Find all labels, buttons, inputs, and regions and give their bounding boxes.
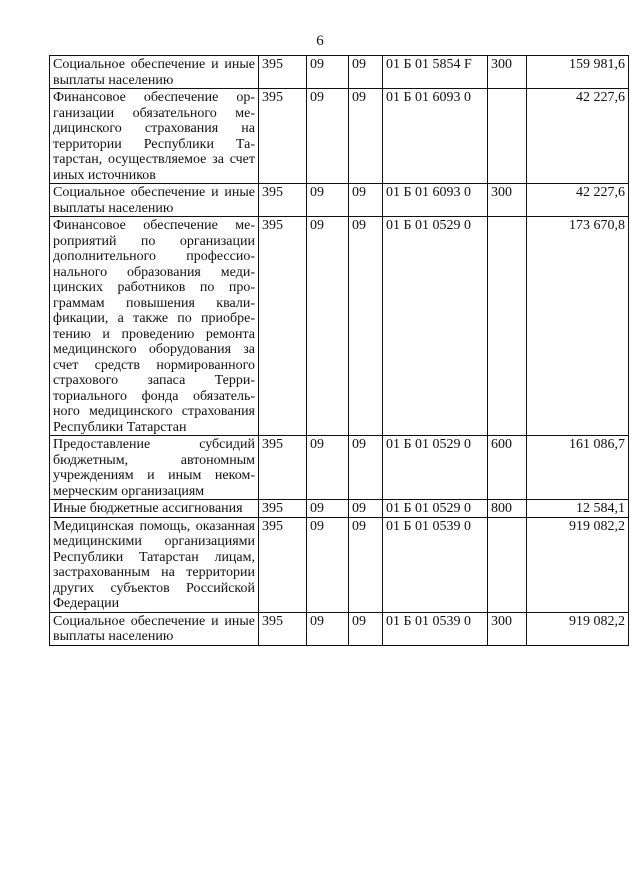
row-expense-type	[488, 517, 527, 612]
row-subsection: 09	[349, 217, 383, 436]
row-amount: 12 584,1	[527, 500, 629, 518]
row-section: 09	[307, 436, 349, 500]
row-expense-type: 600	[488, 436, 527, 500]
row-subsection: 09	[349, 89, 383, 184]
row-amount: 42 227,6	[527, 184, 629, 217]
row-amount: 919 082,2	[527, 612, 629, 645]
row-section: 09	[307, 89, 349, 184]
row-amount: 919 082,2	[527, 517, 629, 612]
row-name: Социальное обеспечение и иные выплаты населению	[50, 184, 259, 217]
budget-table	[49, 55, 629, 646]
row-name: Финансовое обеспечение организации обязательного медицинского страхования на территории Республики Татарстан, осуществляемое за счет иных источников	[50, 89, 259, 184]
row-ministry: 395	[259, 436, 307, 500]
row-target: 01 Б 01 0539 0	[383, 612, 488, 645]
row-name: Предоставление субсидий бюджетным, автономным учреждениям и иным некоммерческим организациям	[50, 436, 259, 500]
page-number: 6	[316, 33, 324, 49]
row-amount: 173 670,8	[527, 217, 629, 436]
row-section: 09	[307, 217, 349, 436]
table-row	[50, 56, 629, 89]
row-target: 01 Б 01 6093 0	[383, 89, 488, 184]
row-ministry: 395	[259, 500, 307, 518]
table-row	[50, 436, 629, 500]
row-subsection: 09	[349, 612, 383, 645]
row-subsection: 09	[349, 500, 383, 518]
row-target: 01 Б 01 5854 F	[383, 56, 488, 89]
row-ministry: 395	[259, 217, 307, 436]
table-row	[50, 184, 629, 217]
row-ministry: 395	[259, 184, 307, 217]
row-amount: 161 086,7	[527, 436, 629, 500]
row-name: Финансовое обеспечение мероприятий по организации дополнительного профессионального образования медицинских работников по программам повышения квалификации, а также по приобретению и проведению ремонта медицинского оборудования за счет средств нормированного страхового запаса Территориального фонда обязательного медицинского страхования Республики Татарстан	[50, 217, 259, 436]
row-target: 01 Б 01 0529 0	[383, 436, 488, 500]
table-row	[50, 89, 629, 184]
row-expense-type: 300	[488, 612, 527, 645]
row-section: 09	[307, 184, 349, 217]
row-amount: 159 981,6	[527, 56, 629, 89]
row-subsection: 09	[349, 184, 383, 217]
row-subsection: 09	[349, 436, 383, 500]
row-target: 01 Б 01 0539 0	[383, 517, 488, 612]
row-expense-type: 800	[488, 500, 527, 518]
row-target: 01 Б 01 6093 0	[383, 184, 488, 217]
row-name: Медицинская помощь, оказанная медицинскими организациями Республики Татарстан лицам, застрахованным на территории других субъектов Российской Федерации	[50, 517, 259, 612]
row-expense-type	[488, 89, 527, 184]
row-ministry: 395	[259, 56, 307, 89]
table-row	[50, 517, 629, 612]
row-expense-type: 300	[488, 56, 527, 89]
row-target: 01 Б 01 0529 0	[383, 500, 488, 518]
row-name: Иные бюджетные ассигнования	[50, 500, 259, 518]
row-subsection: 09	[349, 56, 383, 89]
row-expense-type	[488, 217, 527, 436]
row-ministry: 395	[259, 89, 307, 184]
row-subsection: 09	[349, 517, 383, 612]
row-expense-type: 300	[488, 184, 527, 217]
row-amount: 42 227,6	[527, 89, 629, 184]
row-section: 09	[307, 500, 349, 518]
row-ministry: 395	[259, 612, 307, 645]
row-section: 09	[307, 56, 349, 89]
row-section: 09	[307, 612, 349, 645]
row-name: Социальное обеспечение и иные выплаты населению	[50, 612, 259, 645]
table-row	[50, 612, 629, 645]
table-row	[50, 500, 629, 518]
table-row	[50, 217, 629, 436]
row-section: 09	[307, 517, 349, 612]
row-ministry: 395	[259, 517, 307, 612]
row-target: 01 Б 01 0529 0	[383, 217, 488, 436]
row-name: Социальное обеспечение и иные выплаты населению	[50, 56, 259, 89]
